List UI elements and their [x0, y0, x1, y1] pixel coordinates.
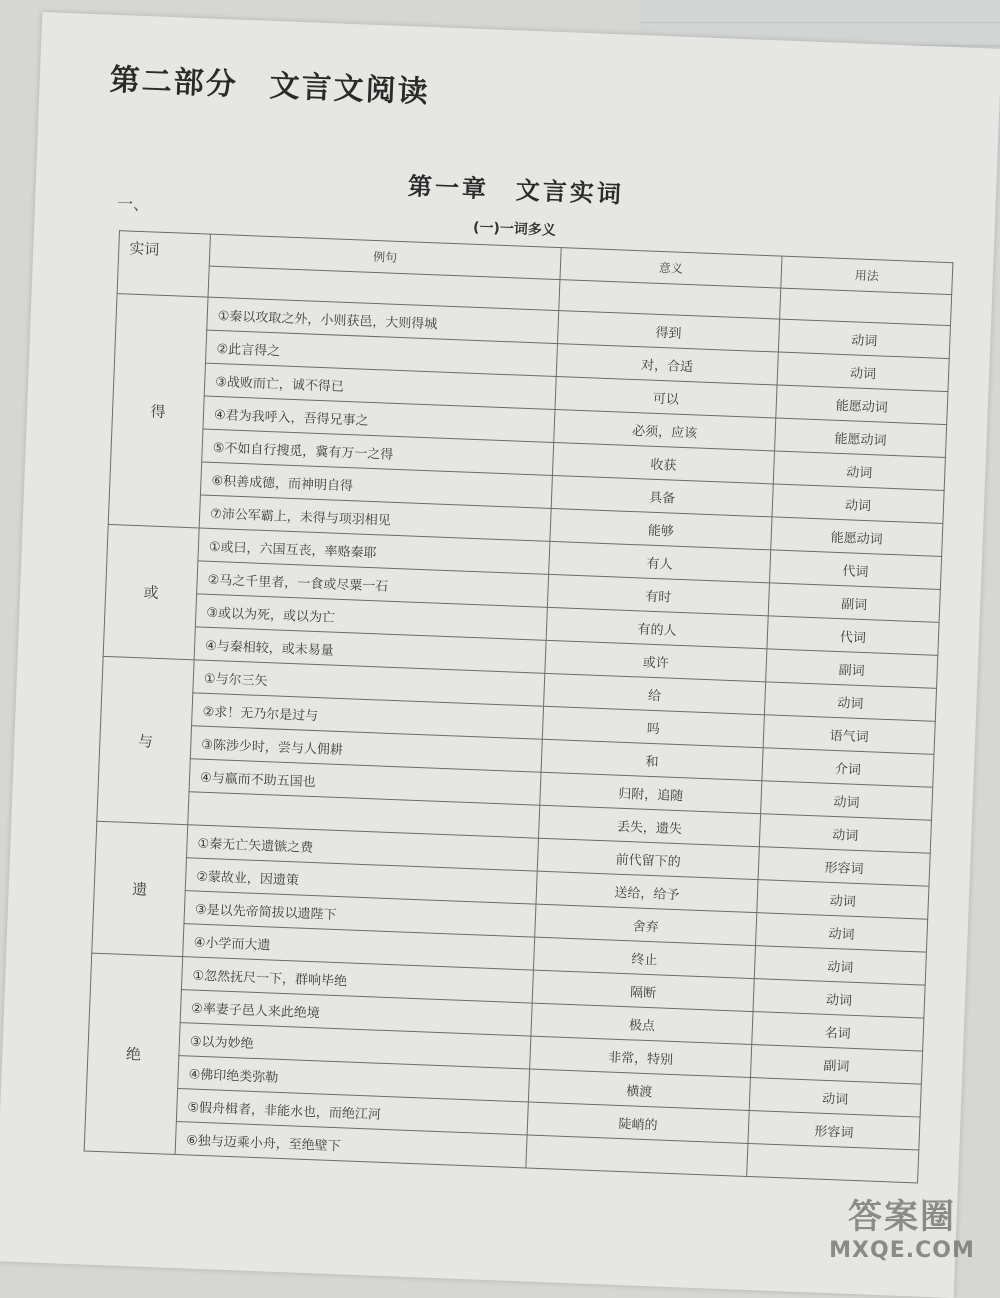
example-cell: ①忽然抚尺一下，群响毕绝	[181, 957, 533, 1003]
header-word: 实词	[117, 231, 210, 297]
example-cell: ④与秦相较，或未易量	[194, 627, 546, 673]
meaning-cell: 极点	[531, 1003, 753, 1044]
pos-cell: 动词	[756, 913, 928, 953]
pos-cell	[747, 1143, 919, 1183]
example-cell: ⑥独与迈乘小舟，至绝壁下	[175, 1121, 527, 1167]
word-cell: 遗	[92, 821, 188, 956]
example-cell: ⑥积善成德，而神明自得	[200, 462, 552, 508]
meaning-cell: 必须，应该	[554, 410, 776, 451]
example-cell: ④与嬴而不助五国也	[189, 759, 541, 805]
example-cell: ②马之千里者，一食或尽粟一石	[197, 561, 549, 607]
meaning-cell: 非常，特别	[530, 1036, 752, 1077]
example-cell: ④小学而大遗	[183, 924, 535, 970]
example-cell: ②此言得之	[205, 330, 557, 376]
example-cell: ③战败而亡，诚不得已	[204, 363, 556, 409]
example-cell: ⑤假舟楫者，非能水也，而绝江河	[176, 1089, 528, 1135]
meaning-cell: 或许	[545, 640, 767, 681]
meaning-cell: 横渡	[528, 1069, 750, 1110]
pos-cell: 代词	[767, 616, 939, 656]
table-body	[84, 294, 950, 1183]
pos-cell: 形容词	[758, 847, 930, 887]
margin-mark: 一、	[116, 194, 150, 215]
meaning-cell: 陡峭的	[527, 1102, 749, 1143]
meaning-cell: 前代留下的	[537, 838, 759, 879]
meaning-cell: 和	[541, 739, 763, 780]
header-meaning: 意义	[560, 248, 782, 288]
pos-cell: 动词	[749, 1078, 921, 1118]
meaning-cell: 隔断	[532, 970, 754, 1011]
watermark-main: 答案圈	[848, 1197, 956, 1237]
watermark-logo	[822, 1196, 982, 1284]
meaning-cell: 能够	[550, 508, 772, 549]
example-cell: ③或以为死，或以为亡	[195, 594, 547, 640]
section-title: (一)一词多义	[472, 219, 557, 239]
pos-cell: 能愿动词	[771, 517, 943, 557]
meaning-cell: 可以	[555, 377, 777, 418]
pos-cell: 动词	[757, 880, 929, 920]
pos-cell: 副词	[768, 583, 940, 623]
word-cell: 得	[108, 294, 208, 528]
meaning-cell: 收获	[552, 442, 774, 483]
watermark-sub: MXQE.COM	[829, 1238, 975, 1263]
header-example: 例句	[209, 234, 561, 279]
pos-cell: 代词	[769, 550, 941, 590]
meaning-cell: 得到	[557, 311, 779, 352]
example-cell: ②率妻子邑人来此绝境	[180, 990, 532, 1036]
pos-cell: 动词	[772, 484, 944, 524]
word-cell: 与	[97, 656, 194, 824]
example-cell: ②蒙故业，因遗策	[185, 858, 537, 904]
pos-cell: 副词	[750, 1045, 922, 1085]
meaning-cell: 终止	[533, 937, 755, 978]
textbook-page	[0, 12, 1000, 1298]
example-cell: ①秦无亡矢遗镞之费	[186, 825, 538, 871]
pos-cell: 副词	[766, 649, 938, 689]
meaning-cell: 有时	[547, 574, 769, 615]
meaning-cell: 舍弃	[535, 904, 757, 945]
pos-cell: 动词	[773, 451, 945, 491]
meaning-cell: 给	[544, 673, 766, 714]
meaning-cell: 具备	[551, 475, 773, 516]
meaning-cell: 归附，追随	[540, 772, 762, 813]
example-cell: ①或曰，六国互丧，率赂秦耶	[198, 528, 550, 574]
example-cell: ⑤不如自行搜觅，冀有万一之得	[202, 429, 554, 475]
meaning-cell: 送给，给予	[536, 871, 758, 912]
meaning-cell: 丢失，遗失	[538, 805, 760, 846]
pos-cell: 动词	[777, 352, 949, 392]
pos-cell: 动词	[754, 946, 926, 986]
meaning-cell	[526, 1135, 748, 1176]
word-cell: 绝	[84, 953, 183, 1154]
meaning-cell: 有的人	[546, 607, 768, 648]
pos-cell: 能愿动词	[776, 385, 948, 425]
pos-cell: 动词	[764, 682, 936, 722]
pos-cell: 介词	[762, 748, 934, 788]
pos-cell: 动词	[759, 814, 931, 854]
pos-cell: 能愿动词	[775, 418, 947, 458]
pos-cell: 动词	[778, 319, 950, 359]
example-cell: ④佛印绝类弥勒	[178, 1056, 530, 1102]
pos-cell: 名词	[752, 1012, 924, 1052]
example-cell: ③是以先帝简拔以遗陛下	[184, 891, 536, 937]
word-cell: 或	[103, 524, 199, 659]
example-cell: ⑦沛公军霸上，未得与项羽相见	[199, 495, 551, 541]
meaning-cell: 有人	[549, 541, 771, 582]
example-cell: ①与尔三矢	[193, 660, 545, 706]
pos-cell: 语气词	[763, 715, 935, 755]
chapter-title: 第一章 文言实词	[407, 171, 625, 209]
pos-cell: 动词	[761, 781, 933, 821]
example-cell: ④君为我呼入，吾得兄事之	[203, 396, 555, 442]
header-pos: 用法	[781, 256, 953, 294]
example-cell: ①秦以攻取之外，小则获邑，大则得城	[207, 297, 559, 343]
example-cell: ③陈涉少时，尝与人佣耕	[190, 726, 542, 772]
example-cell: ②求！无乃尔是过与	[192, 693, 544, 739]
part-title: 第二部分 文言文阅读	[109, 62, 431, 110]
polysemy-table	[84, 230, 954, 1183]
pos-cell: 形容词	[748, 1110, 920, 1150]
example-cell: ③以为妙绝	[179, 1023, 531, 1069]
meaning-cell: 吗	[542, 706, 764, 747]
meaning-cell: 对，合适	[556, 344, 778, 385]
pos-cell: 动词	[753, 979, 925, 1019]
